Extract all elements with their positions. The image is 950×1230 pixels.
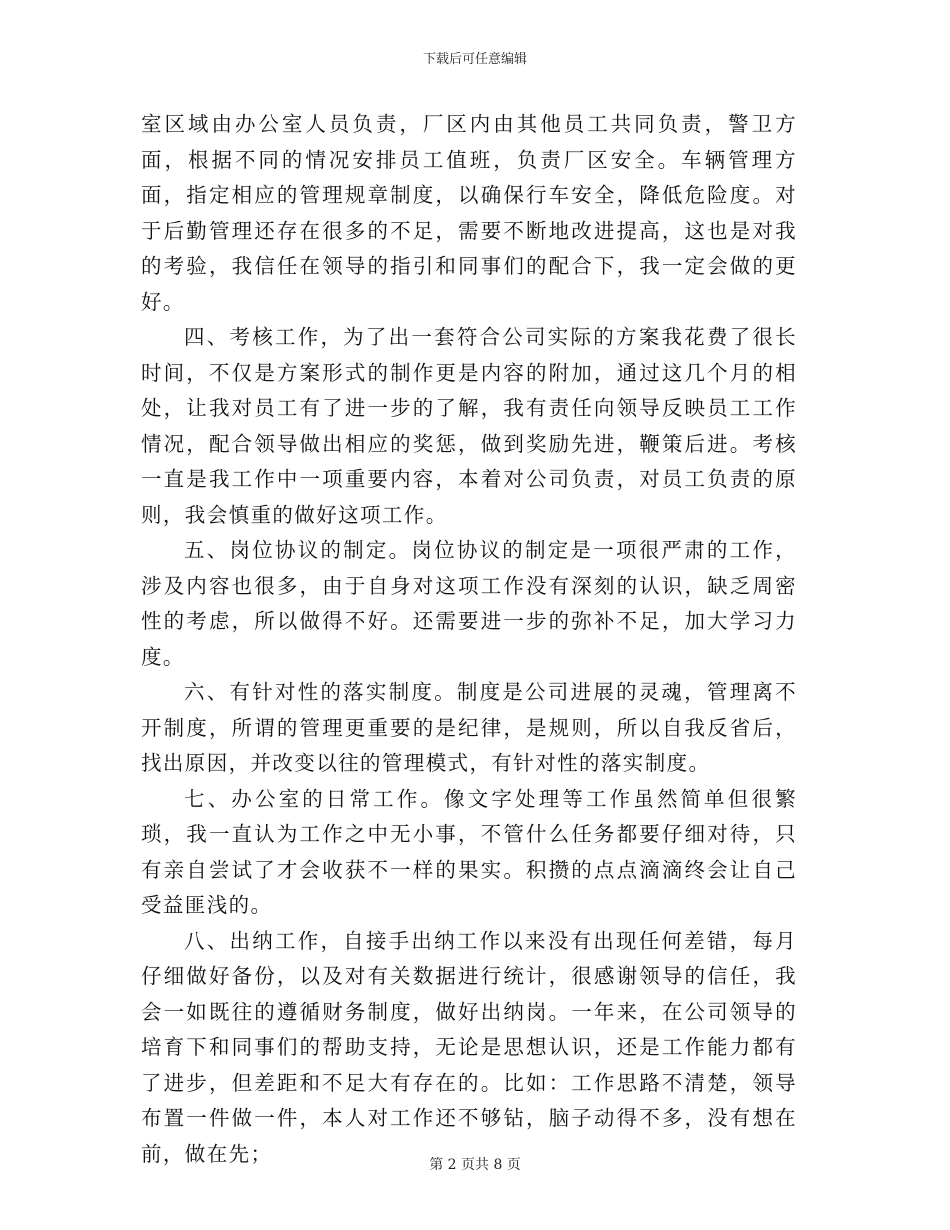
paragraph-job-agreement: 五、岗位协议的制定。岗位协议的制定是一项很严肃的工作，涉及内容也很多，由于自身对这项工作没有深刻的认识，缺乏周密性的考虑，所以做得不好。还需要进一步的弥补不足，加大学习力度。 bbox=[141, 538, 797, 669]
paragraph-continued: 室区域由办公室人员负责，厂区内由其他员工共同负责，警卫方面，根据不同的情况安排员工值班，负责厂区安全。车辆管理方面，指定相应的管理规章制度，以确保行车安全，降低危险度。对于后勤管理还存在很多的不足，需要不断地改进提高，这也是对我的考验，我信任在领导的指引和同事们的配合下，我一定会做的更好。 bbox=[141, 112, 797, 314]
paragraph-cashier-work: 八、出纳工作，自接手出纳工作以来没有出现任何差错，每月仔细做好备份，以及对有关数据进行统计，很感谢领导的信任，我会一如既往的遵循财务制度，做好出纳岗。一年来，在公司领导的培育下和同事们的帮助支持，无论是思想认识，还是工作能力都有了进步，但差距和不足大有存在的。比如：工作思路不清楚，领导布置一件做一件，本人对工作还不够钻，脑子动得不多，没有想在前，做在先； bbox=[141, 928, 797, 1166]
paragraph-targeted-rules: 六、有针对性的落实制度。制度是公司进展的灵魂，管理离不开制度，所谓的管理更重要的是纪律，是规则，所以自我反省后，找出原因，并改变以往的管理模式，有针对性的落实制度。 bbox=[141, 680, 797, 775]
document-body bbox=[141, 107, 797, 1172]
paragraph-assessment: 四、考核工作，为了出一套符合公司实际的方案我花费了很长时间，不仅是方案形式的制作更是内容的附加，通过这几个月的相处，让我对员工有了进一步的了解，我有责任向领导反映员工工作情况，配合领导做出相应的奖惩，做到奖励先进，鞭策后进。考核一直是我工作中一项重要内容，本着对公司负责，对员工负责的原则，我会慎重的做好这项工作。 bbox=[141, 325, 797, 527]
page-number: 第 2 页共 8 页 bbox=[429, 1157, 521, 1173]
paragraph-office-daily-work: 七、办公室的日常工作。像文字处理等工作虽然简单但很繁琐，我一直认为工作之中无小事，不管什么任务都要仔细对待，只有亲自尝试了才会收获不一样的果实。积攒的点点滴滴终会让自己受益匪浅的。 bbox=[141, 786, 797, 917]
page-header: 下载后可任意编辑 bbox=[422, 52, 527, 67]
